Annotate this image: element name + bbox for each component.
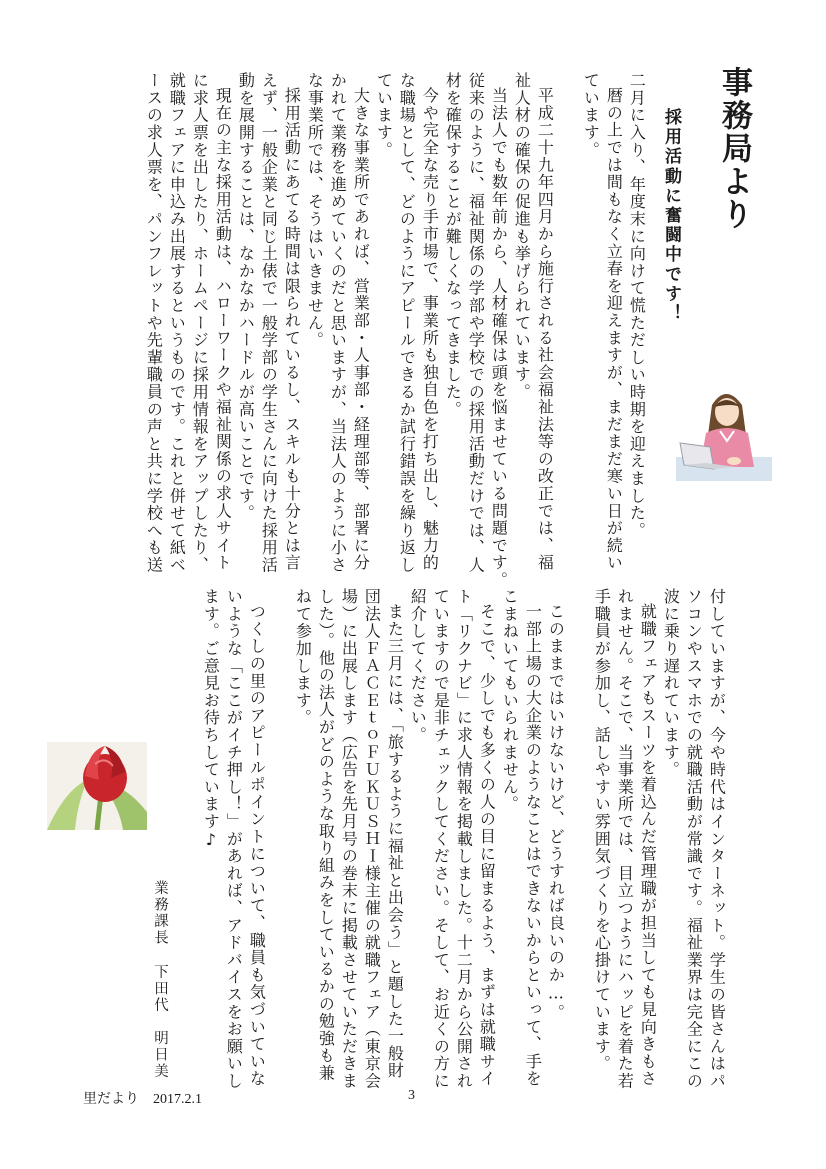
text-column: 材を確保することが難しくなってきました。 <box>443 72 463 418</box>
text-column: 一部上場の大企業のようなことはできないからといって、手を <box>523 603 543 1088</box>
section-subtitle: 採用活動に奮闘中です！ <box>661 108 681 324</box>
text-column: ースの求人票を、パンフレットや先輩職員の声と共に学校へも送 <box>144 72 164 574</box>
text-column: かれて業務を進めていくのだと思いますが、当法人のように小さ <box>328 72 348 574</box>
text-column: 今や完全な売り手市場で、事業所も独自色を打ち出し、魅力的 <box>420 87 440 572</box>
text-column: 場）に出展します（広告を先月号の巻末に掲載させていただきま <box>339 588 359 1090</box>
text-column: 二月に入り、年度末に向けて慌ただしい時期を迎えました。 <box>627 72 647 540</box>
signature-name: 下田代 明日美 <box>152 964 168 1080</box>
text-column: ています。 <box>581 72 601 159</box>
text-column: 団法人ＦＡＣＥｔｏＦＵＫＵＳＨＩ様主催の就職フェア（東京会 <box>362 588 382 1090</box>
page-number: 3 <box>408 1088 415 1103</box>
text-column: な職場として、どのようにアピールできるか試行錯誤を繰り返し <box>397 72 417 574</box>
text-column: 波に乗り遅れています。 <box>661 588 681 779</box>
page-title: 事務局より <box>716 66 752 231</box>
text-column: 就職フェアに申込み出展するというものです。これと併せて紙ベ <box>167 72 187 574</box>
text-column: 付していますが、今や時代はインターネット。学生の皆さんはパ <box>707 588 727 1090</box>
text-column: した）。他の法人がどのような取り組みをしているかの勉強も兼 <box>316 588 336 1082</box>
text-column: 就職フェアもスーツを着込んだ管理職が担当しても見向きもさ <box>638 603 658 1088</box>
text-column: ねて参加します。 <box>293 588 313 727</box>
red-tulip-photo <box>47 742 147 830</box>
text-column: ます。ご意見お待ちしています♪ <box>201 588 221 851</box>
woman-at-laptop-illustration <box>676 385 772 485</box>
text-column: こまねいてもいられません。 <box>500 588 520 813</box>
signature-title: 業務課長 <box>152 880 168 946</box>
text-column: 動を展開することは、なかなかハードルが高いことです。 <box>236 72 256 522</box>
text-column: 大きな事業所であれば、営業部・人事部・経理部等、部署に分 <box>351 87 371 572</box>
text-column: えず、一般企業と同じ土俵で一般学部の学生さんに向けた採用活 <box>259 72 279 574</box>
text-column: いような「ここがイチ押し！」があれば、アドバイスをお願いし <box>224 588 244 1090</box>
text-column: ています。 <box>374 72 394 159</box>
text-column: 平成二十九年四月から施行される社会福祉法等の改正では、福 <box>535 87 555 572</box>
text-column: 祉人材の確保の促進も挙げられています。 <box>512 72 532 401</box>
text-column: 当法人でも数年前から、人材確保は頭を悩ませている問題です。 <box>489 87 509 589</box>
text-column: 採用活動にあてる時間は限られているし、スキルも十分とは言 <box>282 87 302 572</box>
text-column: 現在の主な採用活動は、ハローワークや福祉関係の求人サイト <box>213 87 233 572</box>
text-column: そこで、少しでも多くの人の目に留まるよう、まずは就職サイ <box>477 603 497 1088</box>
text-column: 手職員が参加し、話しやすい雰囲気づくりを心掛けています。 <box>592 588 612 1073</box>
text-column: 従来のように、福祉関係の学部や学校での採用活動だけでは、人 <box>466 72 486 574</box>
text-column: れません。そこで、当事業所では、目立つようにハッピを着た若 <box>615 588 635 1090</box>
text-column: 暦の上では間もなく立春を迎えますが、まだまだ寒い日が続い <box>604 87 624 572</box>
text-column: に求人票を出したり、ホームページに採用情報をアップしたり、 <box>190 72 210 574</box>
newsletter-issue: 里だより 2017.2.1 <box>83 1092 202 1107</box>
text-column: ていますので是非チェックしてください。そして、お近くの方に <box>431 588 451 1090</box>
text-column: な事業所では、そうはいきません。 <box>305 72 325 349</box>
text-column: また三月には、「旅するように福祉と出会う」と題した一般財 <box>385 603 405 1080</box>
text-column: このままではいけないけど、どうすれば良いのか…。 <box>546 603 566 1022</box>
text-column: つくしの里のアピールポイントについて、職員も気づいていな <box>247 603 267 1088</box>
text-column: ト「リクナビ」に求人情報を掲載しました。十二月から公開され <box>454 588 474 1090</box>
text-column: ソコンやスマホでの就職活動が常識です。福祉業界は完全にこの <box>684 588 704 1090</box>
text-column: 紹介してください。 <box>408 588 428 744</box>
